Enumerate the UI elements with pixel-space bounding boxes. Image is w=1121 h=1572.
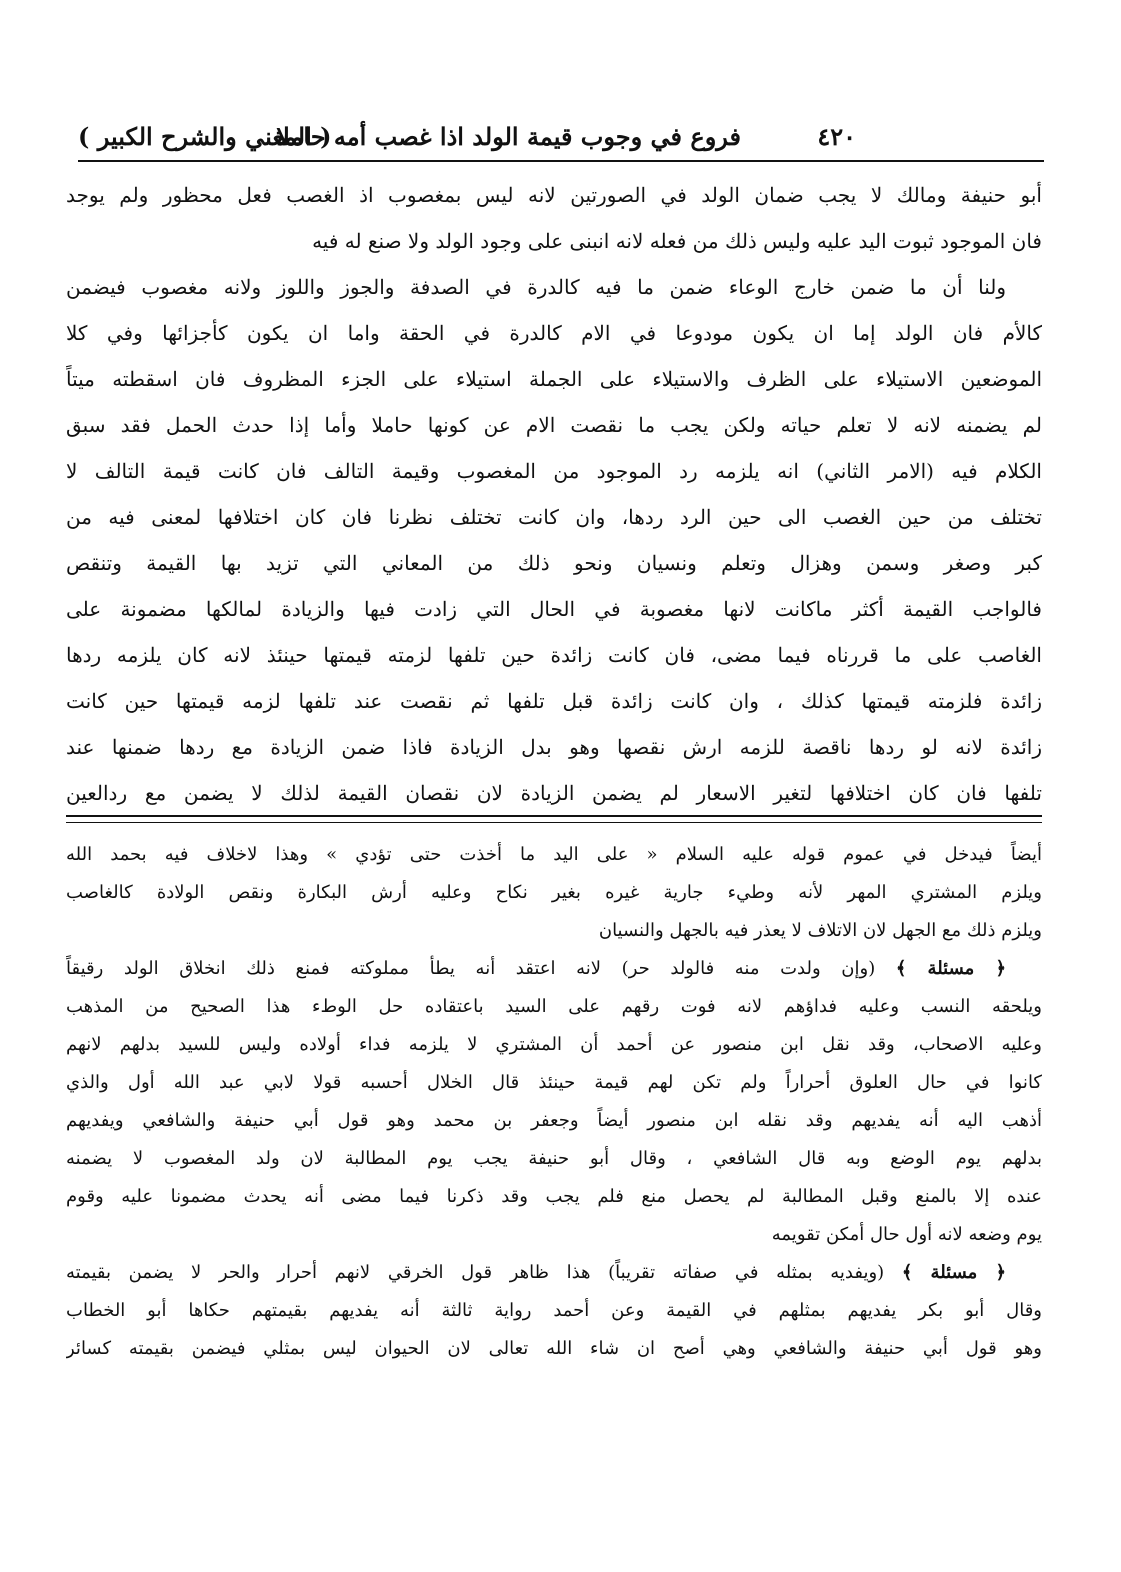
masala-line (66, 1254, 1042, 1292)
text-line: تختلف من حين الغصب الى حين الرد ردها، وان كانت تختلف نظرنا فان كان اختلافها لمعنى فيه من (66, 505, 1042, 529)
text-line: وعليه الاصحاب، وقد نقل ابن منصور عن أحمد أن المشتري لا يلزمه فداء أولاده وليس للسيد بدلهم لانهم (66, 1034, 1042, 1055)
text-line: يوم وضعه لانه أول حال أمكن تقويمه (771, 1224, 1042, 1245)
text-line: زائدة فلزمته قيمتها كذلك ، وان كانت زائدة قبل تلفها ثم نقصت عند تلفها لزمه قيمتها حين كانت (66, 689, 1042, 713)
text-line: كالأم فان الولد إما ان يكون مودوعا في الام كالدرة في الحقة واما ان يكون كأجزائها وفي كلا (66, 321, 1042, 345)
text-line: وقال أبو بكر يفديهم بمثلهم في القيمة وعن أحمد رواية ثالثة أنه يفديهم بقيمتهم حكاها أبو الخطاب (66, 1300, 1042, 1321)
text-line: الغاصب على ما قررناه فيما مضى، فان كانت زائدة حين تلفها لزمته قيمتها حينئذ لانه كان يلزمه ردها (66, 643, 1042, 667)
text-line: زائدة لانه لو ردها ناقصة للزمه ارش نقصها وهو بدل الزيادة فاذا ضمن الزيادة مع ردها ضمنها عند (66, 735, 1042, 759)
text-line: لم يضمنه لانه لا تعلم حياته ولكن يجب ما نقصت الام عن كونها حاملا وأما إذا حدث الحمل فقد سبق (66, 413, 1042, 437)
masala-heading: ﴿ مسئلة ﴾ (901, 1262, 1007, 1283)
text-line: فان الموجود ثبوت اليد عليه وليس ذلك من فعله لانه انبنى على وجود الولد ولا صنع له فيه (312, 229, 1042, 253)
book-title: ( المغني والشرح الكبير ) (78, 122, 332, 151)
masala-text: (ويفديه بمثله في صفاته تقريباً) هذا ظاهر قول الخرقي لانهم أحرار والحر لا يضمن بقيمته (66, 1262, 885, 1283)
text-line: أذهب اليه أنه يفديهم وقد نقله ابن منصور أيضاً وجعفر بن محمد وهو قول أبي حنيفة والشافعي ويفديهم (66, 1110, 1042, 1131)
running-title: فروع في وجوب قيمة الولد اذا غصب أمه حاملا (276, 122, 741, 151)
text-line: ويلزم ذلك مع الجهل لان الاتلاف لا يعذر فيه بالجهل والنسيان (598, 920, 1042, 941)
text-line: كبر وصغر وسمن وهزال وتعلم ونسيان ونحو ذلك من المعاني التي تزيد بها القيمة وتنقص (66, 551, 1042, 575)
text-line: الموضعين الاستيلاء على الظرف والاستيلاء على الجملة استيلاء على الجزء المظروف فان اسقطته ميتاً (66, 367, 1042, 391)
main-text (66, 172, 1042, 816)
text-line: عنده إلا بالمنع وقبل المطالبة لم يحصل منع فلم يجب وقد ذكرنا فيما مضى أنه يحدث مضمونا عليه وقوم (66, 1186, 1042, 1207)
masala-line (66, 950, 1042, 988)
masala-text: (وإن ولدت منه فالولد حر) لانه اعتقد أنه يطأ مملوكته فمنع ذلك انخلاق الولد رقيقاً (66, 958, 876, 979)
text-line: أبو حنيفة ومالك لا يجب ضمان الولد في الصورتين لانه ليس بمغصوب اذ الغصب فعل محظور ولم يوجد (66, 183, 1042, 207)
page-number: ٤٢٠ (817, 122, 856, 151)
text-line: فالواجب القيمة أكثر ماكانت لانها مغصوبة في الحال التي زادت فيها والزيادة لمالكها مضمونة على (66, 597, 1042, 621)
text-line: تلفها فان كان اختلافها لتغير الاسعار لم يضمن الزيادة لان نقصان القيمة لذلك لا يضمن مع ردالعين (66, 781, 1042, 805)
text-line: ويلزم المشتري المهر لأنه وطيء جارية غيره بغير نكاح وعليه أرش البكارة ونقص الولادة كالغاصب (66, 882, 1042, 903)
page-header (78, 118, 1046, 158)
text-line: ولنا أن ما ضمن خارج الوعاء ضمن ما فيه كالدرة في الصدفة والجوز واللوز ولانه مغصوب فيضمن (66, 275, 1006, 299)
text-line: ويلحقه النسب وعليه فداؤهم لانه فوت رقهم على السيد باعتقاده حل الوطء هذا الصحيح من المذهب (66, 996, 1042, 1017)
text-line: وهو قول أبي حنيفة والشافعي وهي أصح ان شاء الله تعالى لان الحيوان ليس بمثلي فيضمن بقيمته كسائر (66, 1338, 1042, 1359)
header-rule (78, 160, 1044, 162)
commentary-text (66, 836, 1042, 1368)
text-line: أيضاً فيدخل في عموم قوله عليه السلام « على اليد ما أخذت حتى تؤدي » وهذا لاخلاف فيه بحمد الله (66, 844, 1042, 865)
masala-heading: ﴿ مسئلة ﴾ (895, 958, 1006, 979)
text-line: كانوا في حال العلوق أحراراً ولم تكن لهم قيمة حينئذ قال الخلال أحسبه قولا لابي عبد الله أول والذي (66, 1072, 1042, 1093)
text-line: بدلهم يوم الوضع وبه قال الشافعي ، وقال أبو حنيفة يجب يوم المطالبة لان ولد المغصوب لا يضمنه (66, 1148, 1042, 1169)
separator-rule (66, 815, 1042, 823)
text-line: الكلام فيه (الامر الثاني) انه يلزمه رد الموجود من المغصوب وقيمة التالف فان كانت قيمة التالف لا (66, 459, 1042, 483)
